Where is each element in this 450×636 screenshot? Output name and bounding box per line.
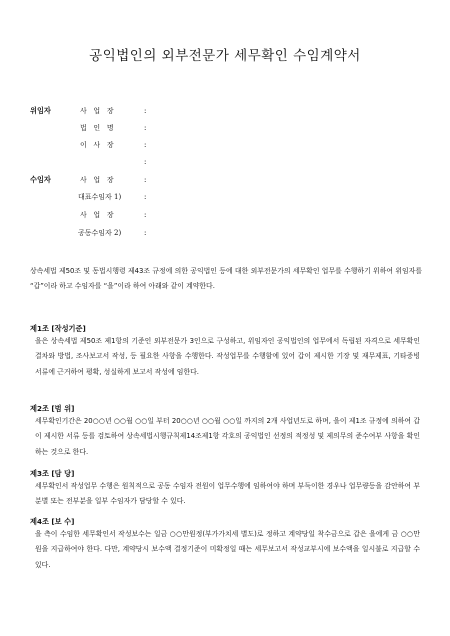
field-label: 공동수임자 2) bbox=[78, 229, 122, 237]
field-colon: : bbox=[144, 193, 147, 201]
intro-paragraph: 상속세법 제50조 및 동법시행령 제43조 규정에 의한 공익법인 등에 대한 외부전문가의 세무확인 업무를 수행하기 위하여 위임자를 “갑”이라 하고 수임자를 “을”이라 하여 아래와 같이 계약한다. bbox=[30, 267, 422, 291]
mandator-block bbox=[0, 106, 450, 166]
field-label: 사 업 장 bbox=[80, 176, 114, 184]
article-4-body: 을 측이 수임한 세무확인서 작성보수는 일금 ○○만원정(부가가치세 별도)로 정하고 계약당일 착수금으로 갑은 을에게 금 ○○만원을 지급하여야 한다. 다만, 계약당시 보수액 결정기준이 미확정일 때는 세무보고서 작성교부시에 보수액을 일시불로 지급할 수 있다. bbox=[35, 530, 420, 569]
article-2-heading: 제2조 [범 위] bbox=[30, 404, 75, 413]
field-label: 대표수임자 1) bbox=[78, 193, 122, 201]
field-label: 사 업 장 bbox=[80, 211, 114, 219]
field-colon: : bbox=[144, 107, 147, 115]
mandatary-block bbox=[0, 175, 450, 235]
article-3-body: 세무확인서 작성업무 수행은 원칙적으로 공동 수임자 전원이 업무수행에 임하여야 하며 부득이한 경우나 업무량등을 감안하여 부분별 또는 전부분을 일부 수임자가 담당할 수 있다. bbox=[35, 482, 420, 506]
field-colon: : bbox=[144, 141, 147, 149]
article-1-body: 을은 상속세법 제50조 제1항의 기준인 외부전문가 3인으로 구성하고, 위임자인 공익법인의 업무에서 독립된 자격으로 세무확인결차와 방법, 조사보고서 작성, 등 필요한 사항을 수행한다. 작성업무를 수행함에 있어 갑이 제시한 기장 및 재무제표, 기타증빙 서류에 근거하여 평확, 성실하게 보고서 작성에 임한다. bbox=[35, 337, 420, 376]
field-colon: : bbox=[144, 124, 147, 132]
field-colon: : bbox=[144, 211, 147, 219]
field-colon: : bbox=[144, 158, 147, 166]
field-colon: : bbox=[144, 176, 147, 184]
mandator-label: 위임자 bbox=[30, 106, 51, 115]
field-label: 이 사 장 bbox=[80, 141, 114, 149]
field-label: 사 업 장 bbox=[80, 107, 114, 115]
article-1-heading: 제1조 [작성기준] bbox=[30, 324, 86, 333]
article-3-heading: 제3조 [담 당] bbox=[30, 469, 75, 478]
document-title: 공익법인의 외부전문가 세무확인 수임계약서 bbox=[89, 48, 361, 64]
field-label: 법 인 명 bbox=[80, 124, 114, 132]
field-colon: : bbox=[144, 229, 147, 237]
article-4-heading: 제4조 [보 수] bbox=[30, 517, 75, 526]
article-2-body: 세무확인기간은 20○○년 ○○월 ○○일 부터 20○○년 ○○월 ○○일 까지의 2개 사업년도로 하며, 을이 제1조 규정에 의하여 갑이 제시한 서류 등를 검토하여 상속세법시행규칙제14조제1항 각호의 공익법인 선정의 적정성 및 제의무의 준수여부 사항을 확인하는 것으로 한다. bbox=[35, 417, 420, 456]
mandatary-label: 수임자 bbox=[30, 175, 51, 184]
